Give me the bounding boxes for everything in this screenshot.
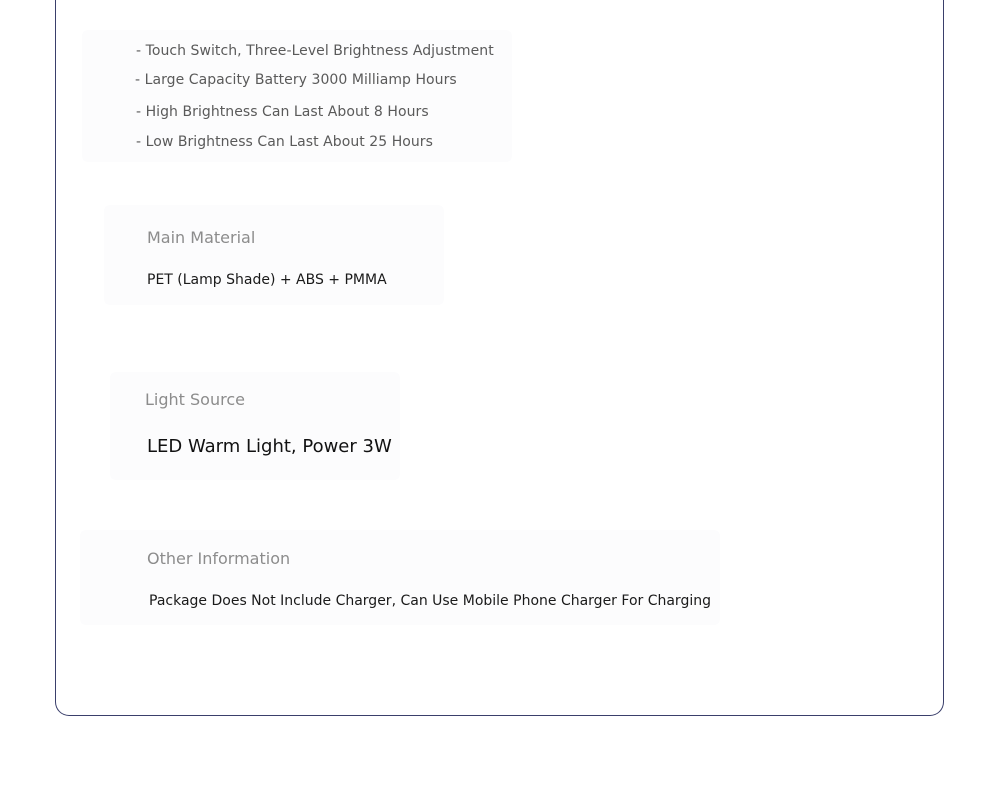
other-information-value: Package Does Not Include Charger, Can Use Mobile Phone Charger For Charging — [149, 593, 711, 609]
feature-item: - Touch Switch, Three-Level Brightness Adjustment — [136, 43, 494, 59]
feature-item: - Low Brightness Can Last About 25 Hours — [136, 134, 433, 150]
other-info-block — [80, 530, 720, 625]
material-block — [104, 205, 444, 305]
feature-item: - Large Capacity Battery 3000 Milliamp Hours — [135, 72, 457, 88]
main-material-label: Main Material — [147, 228, 256, 247]
light-source-block — [110, 372, 400, 480]
light-source-label: Light Source — [145, 390, 245, 409]
light-source-value: LED Warm Light, Power 3W — [147, 436, 392, 457]
feature-item: - High Brightness Can Last About 8 Hours — [136, 104, 429, 120]
main-material-value: PET (Lamp Shade) + ABS + PMMA — [147, 272, 387, 288]
other-information-label: Other Information — [147, 549, 291, 568]
